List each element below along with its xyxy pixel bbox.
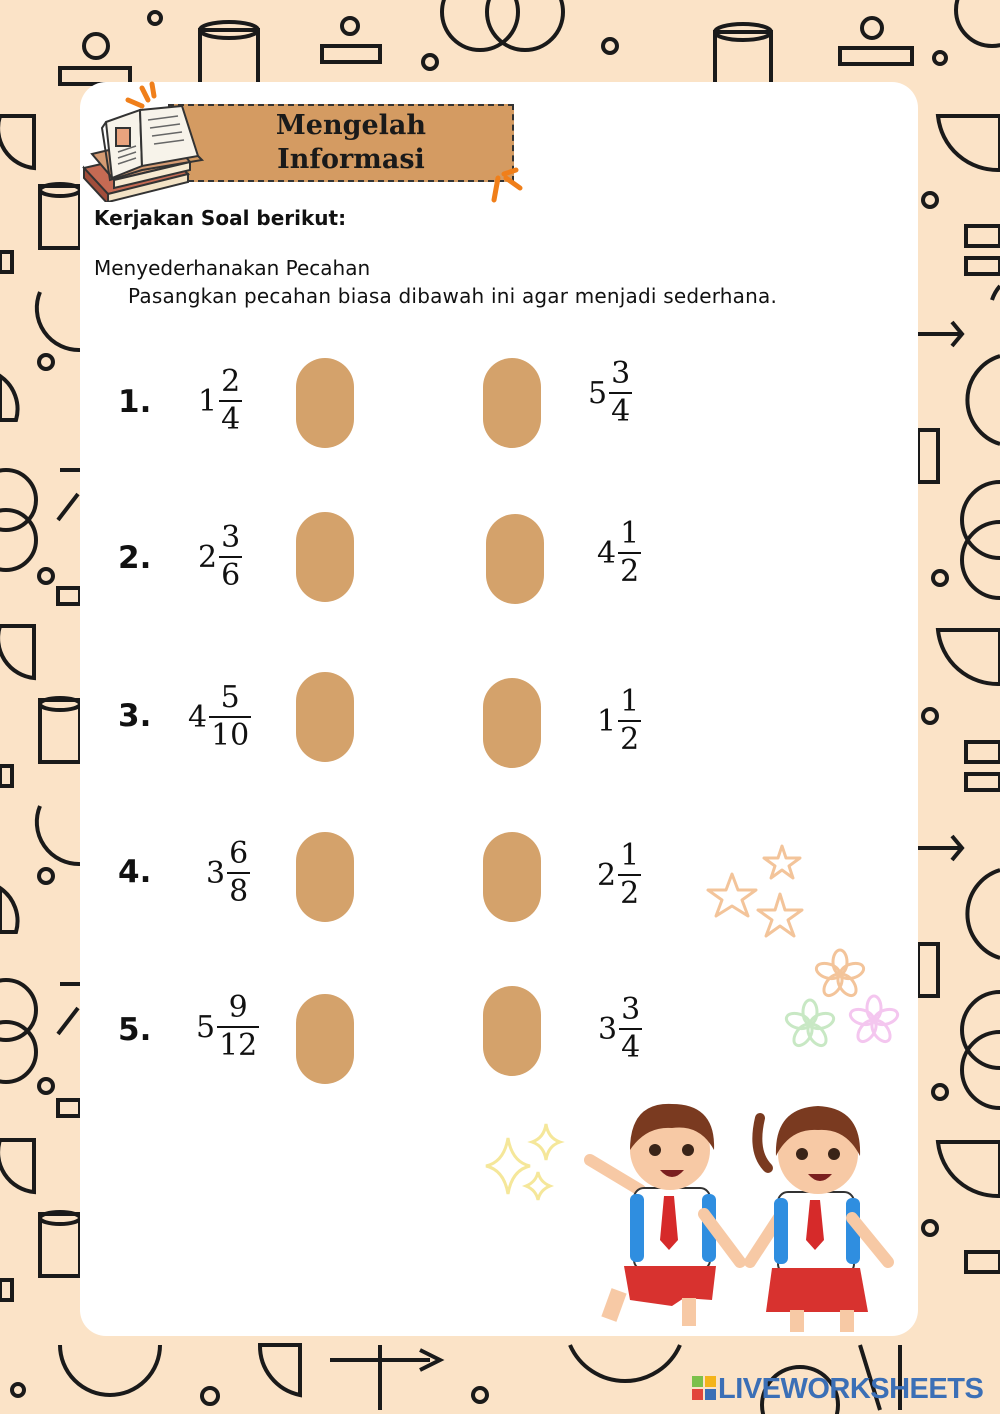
girl-illustration [750,1106,888,1332]
denominator: 12 [219,1028,258,1063]
sparkle-icon [486,1124,560,1200]
header-title-line2: Informasi [277,144,425,175]
instruction-text: Kerjakan Soal berikut: [94,206,347,230]
whole-part: 5 [588,375,608,411]
brand-text: LIVEWORKSHEETS [718,1372,984,1405]
numerator: 1 [620,838,640,873]
liveworksheets-logo-icon [692,1374,718,1404]
numerator: 3 [611,356,631,391]
numerator: 1 [620,684,640,719]
whole-part: 1 [597,703,617,739]
whole-part: 4 [597,535,617,571]
numerator: 5 [220,680,240,715]
numerator: 1 [620,516,640,551]
question-number-1: 1. [118,384,152,420]
denominator: 4 [221,402,241,437]
numerator: 3 [621,992,641,1027]
denominator: 10 [211,718,250,753]
denominator: 4 [611,394,631,429]
whole-part: 2 [597,857,617,893]
liveworksheets-brand[interactable] [692,1372,983,1406]
question-number-4: 4. [118,854,152,890]
numerator: 9 [228,990,248,1025]
question-number-2: 2. [118,540,152,576]
whole-part: 2 [198,539,218,575]
whole-part: 3 [206,855,226,891]
whole-part: 3 [598,1011,618,1047]
header-title-line1: Mengelah [275,110,427,141]
denominator: 2 [620,554,640,589]
whole-part: 4 [188,699,208,735]
whole-part: 1 [198,383,218,419]
denominator: 2 [620,876,640,911]
prompt-text: Pasangkan pecahan biasa dibawah ini agar menjadi sederhana. [128,284,778,308]
star-icon [708,846,802,936]
boy-illustration [590,1104,740,1326]
section-subtitle: Menyederhanakan Pecahan [94,256,371,280]
denominator: 4 [621,1030,641,1065]
numerator: 6 [229,836,249,871]
numerator: 3 [221,520,241,555]
question-number-5: 5. [118,1012,152,1048]
denominator: 2 [620,722,640,757]
denominator: 8 [229,874,249,909]
numerator: 2 [221,364,241,399]
question-number-3: 3. [118,698,152,734]
denominator: 6 [221,558,241,593]
whole-part: 5 [196,1009,216,1045]
flower-icon [784,950,899,1049]
